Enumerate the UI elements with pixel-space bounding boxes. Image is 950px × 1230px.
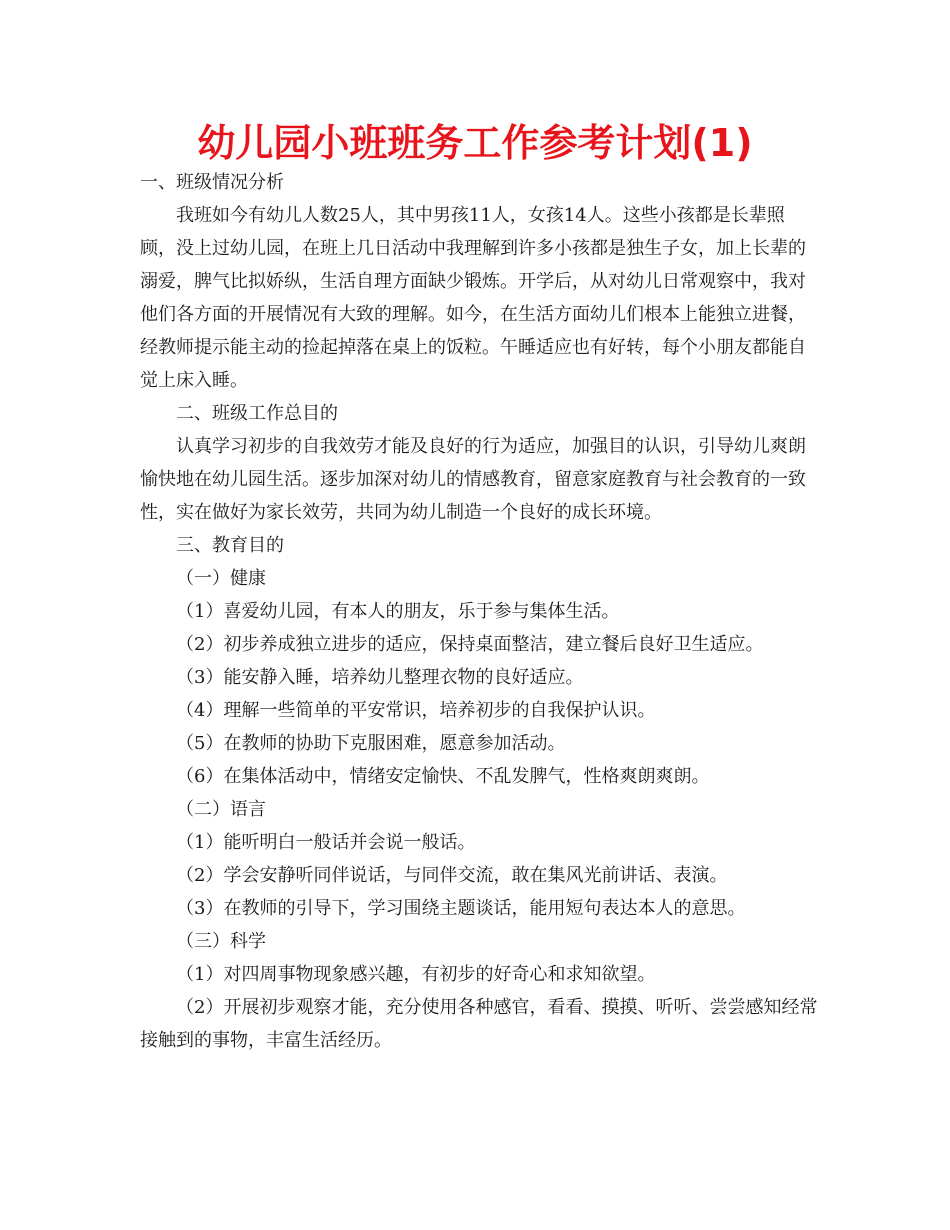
subsection-heading: （二）语言 [176, 799, 266, 820]
list-item: （1）对四周事物现象感兴趣，有初步的好奇心和求知欲望。 [176, 964, 656, 985]
section-heading: 二、班级工作总目的 [176, 403, 338, 424]
paragraph: 我班如今有幼儿人数25人，其中男孩11人，女孩14人。这些小孩都是长辈照顾，没上过幼儿园，在班上几日活动中我理解到许多小孩都是独生子女，加上长辈的溺爱，脾气比拟娇纵，生活自理方面缺少锻炼。开学后，从对幼儿日常观察中，我对他们各方面的开展情况有大致的理解。如今，在生活方面幼儿们根本上能独立进餐，经教师提示能主动的捡起掉落在桌上的饭粒。午睡适应也有好转，每个小朋友都能自觉上床入睡。 [140, 205, 806, 391]
section-heading: 三、教育目的 [176, 535, 284, 556]
subsection-heading: （三）科学 [176, 931, 266, 952]
document-title: 幼儿园小班班务工作参考计划(1) [197, 121, 753, 165]
section-heading: 一、班级情况分析 [140, 172, 284, 193]
paragraph: 认真学习初步的自我效劳才能及良好的行为适应，加强目的认识，引导幼儿爽朗愉快地在幼儿园生活。逐步加深对幼儿的情感教育，留意家庭教育与社会教育的一致性，实在做好为家长效劳，共同为幼儿制造一个良好的成长环境。 [140, 436, 806, 523]
list-item: （1）能听明白一般话并会说一般话。 [176, 832, 476, 853]
list-item: （1）喜爱幼儿园，有本人的朋友，乐于参与集体生活。 [176, 601, 620, 622]
list-item: （2）开展初步观察才能，充分使用各种感官，看看、摸摸、听听、尝尝感知经常接触到的事物，丰富生活经历。 [140, 997, 818, 1051]
subsection-heading: （一）健康 [176, 568, 266, 589]
list-item: （5）在教师的协助下克服困难，愿意参加活动。 [176, 733, 566, 754]
document-body [140, 166, 820, 1057]
list-item: （2）学会安静听同伴说话，与同伴交流，敢在集风光前讲话、表演。 [176, 865, 728, 886]
list-item: （2）初步养成独立进步的适应，保持桌面整洁，建立餐后良好卫生适应。 [176, 634, 764, 655]
list-item: （6）在集体活动中，情绪安定愉快、不乱发脾气，性格爽朗爽朗。 [176, 766, 710, 787]
list-item: （3）在教师的引导下，学习围绕主题谈话，能用短句表达本人的意思。 [176, 898, 746, 919]
list-item: （3）能安静入睡，培养幼儿整理衣物的良好适应。 [176, 667, 584, 688]
list-item: （4）理解一些简单的平安常识，培养初步的自我保护认识。 [176, 700, 656, 721]
